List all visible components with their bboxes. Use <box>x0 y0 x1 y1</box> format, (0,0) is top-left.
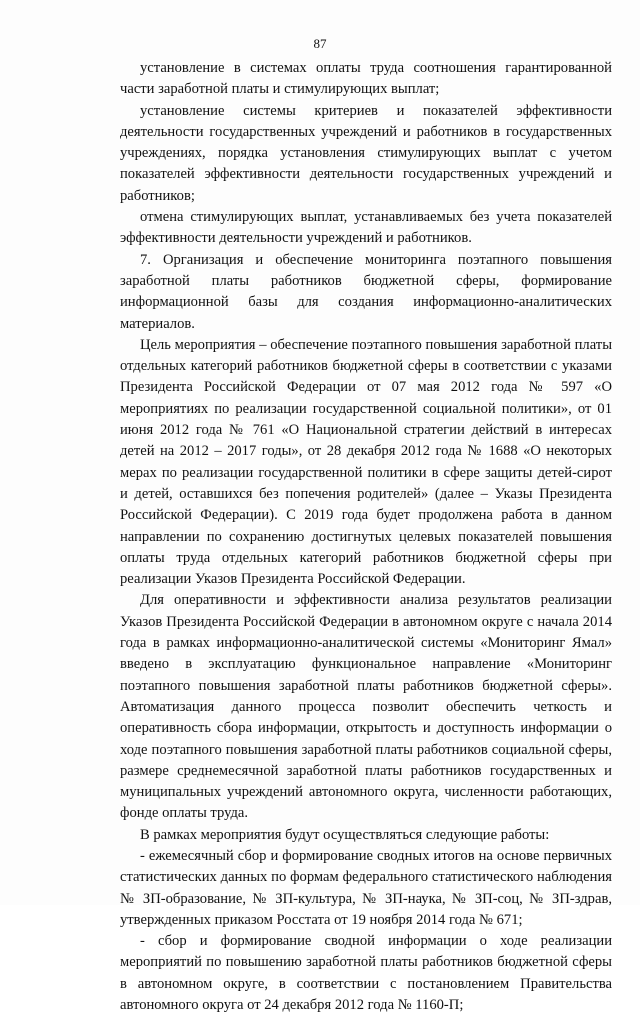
paragraph-item-7-heading: 7. Организация и обеспечение мониторинга поэтапного повышения заработной платы работников бюджетной сферы, формирование информационной базы для создания информационно-аналитических материалов. <box>120 251 612 332</box>
list-item-summary-collection: - сбор и формирование сводной информации о ходе реализации мероприятий по повышению заработной платы работников бюджетной сферы в автономном округе, в соответствии с постановлением Правительства автономного округа от 24 декабря 2012 года № 1160-П; <box>120 933 612 1014</box>
paragraph-goal: Цель мероприятия – обеспечение поэтапного повышения заработной платы отдельных категорий работников бюджетной сферы в соответствии с указами Президента Российской Федерации от 07 мая 2012 года № 597 «О мероприятиях по реализации государственной социальной политики», от 01 июня 2012 года № 761 «О Национальной стратегии действий в интересах детей на 2012 – 2017 годы», от 28 декабря 2012 года № 1688 «О некоторых мерах по реализации государственной политики в сфере защиты детей-сирот и детей, оставшихся без попечения родителей» (далее – Указы Президента Российской Федерации). С 2019 года будет продолжена работа в данном направлении по сохранению достигнутых целевых показателей повышения оплаты труда отдельных категорий работников бюджетной сферы при реализации Указов Президента Российской Федерации. <box>120 336 612 588</box>
paragraph-wage-ratio: установление в системах оплаты труда соотношения гарантированной части заработной платы и стимулирующих выплат; <box>120 60 612 98</box>
document-body <box>120 58 612 1016</box>
page-number: 87 <box>313 36 327 51</box>
paragraph-criteria-system: установление системы критериев и показателей эффективности деятельности государственных учреждений и работников в государственных учреждениях, порядка установления стимулирующих выплат с учетом показателей эффективности деятельности государственных учреждений и работников; <box>120 102 612 204</box>
paragraph-monitoring-system: Для оперативности и эффективности анализа результатов реализации Указов Президента Российской Федерации в автономном округе с начала 2014 года в рамках информационно-аналитической системы «Мониторинг Ямал» введено в эксплуатацию функциональное направление «Мониторинг поэтапного повышения заработной платы работников бюджетной сферы». Автоматизация данного процесса позволит обеспечить четкость и оперативность сбора информации, открытость и доступность информации о ходе поэтапного повышения заработной платы работников социальной сферы, размере среднемесячной заработной платы работников государственных и муниципальных учреждений автономного округа, численности работающих, фонде оплаты труда. <box>120 592 612 822</box>
paragraph-works-intro: В рамках мероприятия будут осуществляться следующие работы: <box>140 826 550 843</box>
paragraph-cancel-payments: отмена стимулирующих выплат, устанавливаемых без учета показателей эффективности деятельности учреждений и работников. <box>120 209 612 247</box>
list-item-monthly-collection: - ежемесячный сбор и формирование сводных итогов на основе первичных статистических данных по формам федерального статистического наблюдения № ЗП-образование, № ЗП-культура, № ЗП-наука, № ЗП-соц, № ЗП-здрав, утвержденных приказом Росстата от 19 ноября 2014 года № 671; <box>120 847 612 928</box>
